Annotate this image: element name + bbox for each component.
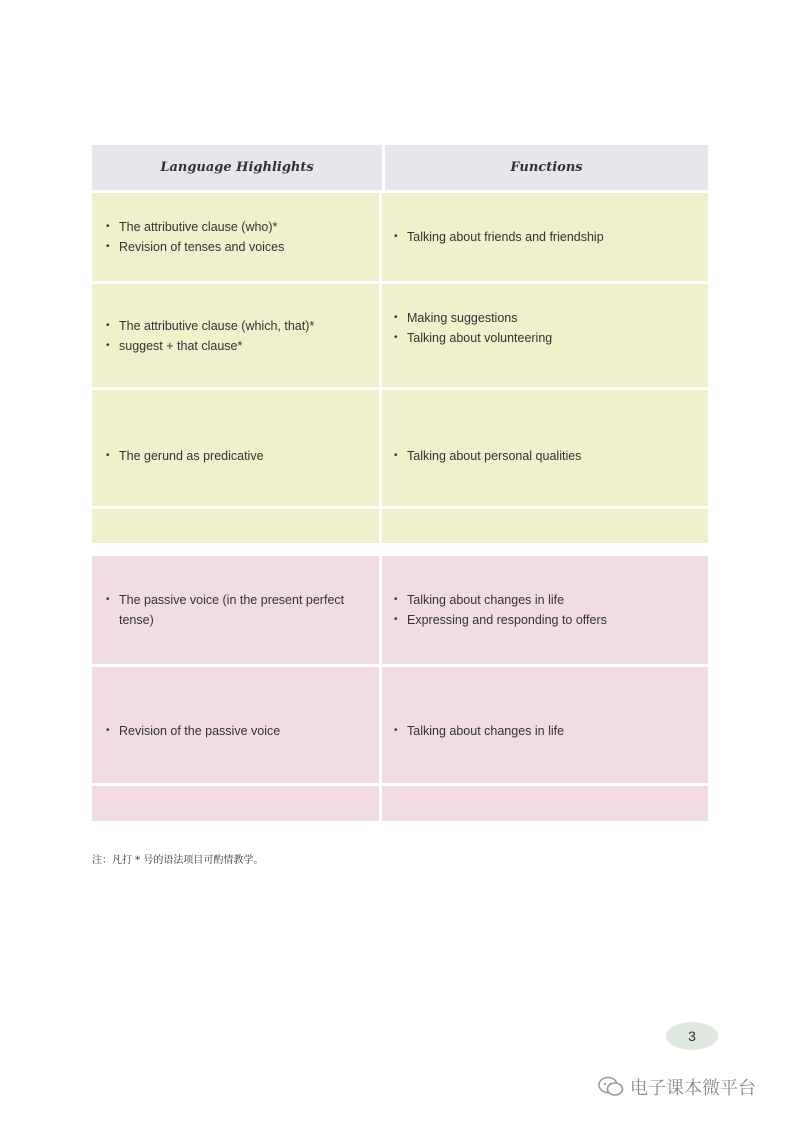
list-item: • Revision of the passive voice (106, 721, 367, 741)
bullet-icon: • (394, 614, 398, 625)
list-item: • Talking about volunteering (394, 328, 698, 348)
bullet-icon: • (106, 221, 110, 232)
list-item: • Talking about friends and friendship (394, 227, 698, 247)
footnote: 注：凡打 * 号的语法项目可酌情教学。 (92, 855, 264, 866)
list-item: • Talking about changes in life (394, 590, 698, 610)
list-item: • Talking about personal qualities (394, 446, 698, 466)
bullet-icon: • (106, 450, 110, 461)
empty-cell (92, 509, 382, 543)
list-item: • Making suggestions (394, 308, 698, 328)
wechat-icon (598, 1076, 624, 1098)
list-item: • Revision of tenses and voices (106, 237, 367, 257)
functions-cell (382, 556, 708, 664)
bullet-icon: • (394, 312, 398, 323)
table-row (92, 390, 708, 506)
list-item: • The passive voice (in the present perfect tense) (106, 590, 367, 630)
watermark-text: 电子课本微平台 (630, 1078, 756, 1099)
table-header (92, 145, 708, 190)
functions-cell (382, 193, 708, 281)
table-row (92, 193, 708, 281)
bullet-icon: • (106, 594, 110, 605)
bullet-icon: • (106, 241, 110, 252)
language-highlights-cell (92, 667, 382, 783)
language-highlights-cell (92, 390, 382, 506)
bullet-icon: • (394, 332, 398, 343)
table-row (92, 284, 708, 387)
column-header-functions: Functions (510, 160, 583, 175)
list-item: • Talking about changes in life (394, 721, 698, 741)
bullet-icon: • (394, 450, 398, 461)
language-highlights-cell (92, 556, 382, 664)
functions-cell (382, 284, 708, 387)
bullet-icon: • (394, 725, 398, 736)
list-item: • The attributive clause (which, that)* (106, 316, 367, 336)
empty-cell (382, 509, 708, 543)
bullet-icon: • (106, 725, 110, 736)
table-row-empty (92, 786, 708, 821)
language-highlights-cell (92, 284, 382, 387)
bullet-icon: • (106, 339, 110, 351)
list-item: • The gerund as predicative (106, 446, 367, 466)
functions-cell (382, 390, 708, 506)
language-highlights-cell (92, 193, 382, 281)
bullet-icon: • (394, 594, 398, 605)
bullet-icon: • (394, 231, 398, 242)
bullet-icon: • (106, 319, 110, 331)
list-item: • The attributive clause (who)* (106, 217, 367, 237)
watermark (598, 1074, 756, 1100)
table-row (92, 556, 708, 664)
empty-cell (92, 786, 382, 821)
column-header-language-highlights: Language Highlights (92, 145, 385, 190)
page-number: 3 (666, 1022, 718, 1050)
table-row-empty (92, 509, 708, 543)
functions-cell (382, 667, 708, 783)
list-item: • suggest + that clause* (106, 336, 367, 356)
empty-cell (382, 786, 708, 821)
table-row (92, 667, 708, 783)
list-item: • Expressing and responding to offers (394, 610, 698, 630)
